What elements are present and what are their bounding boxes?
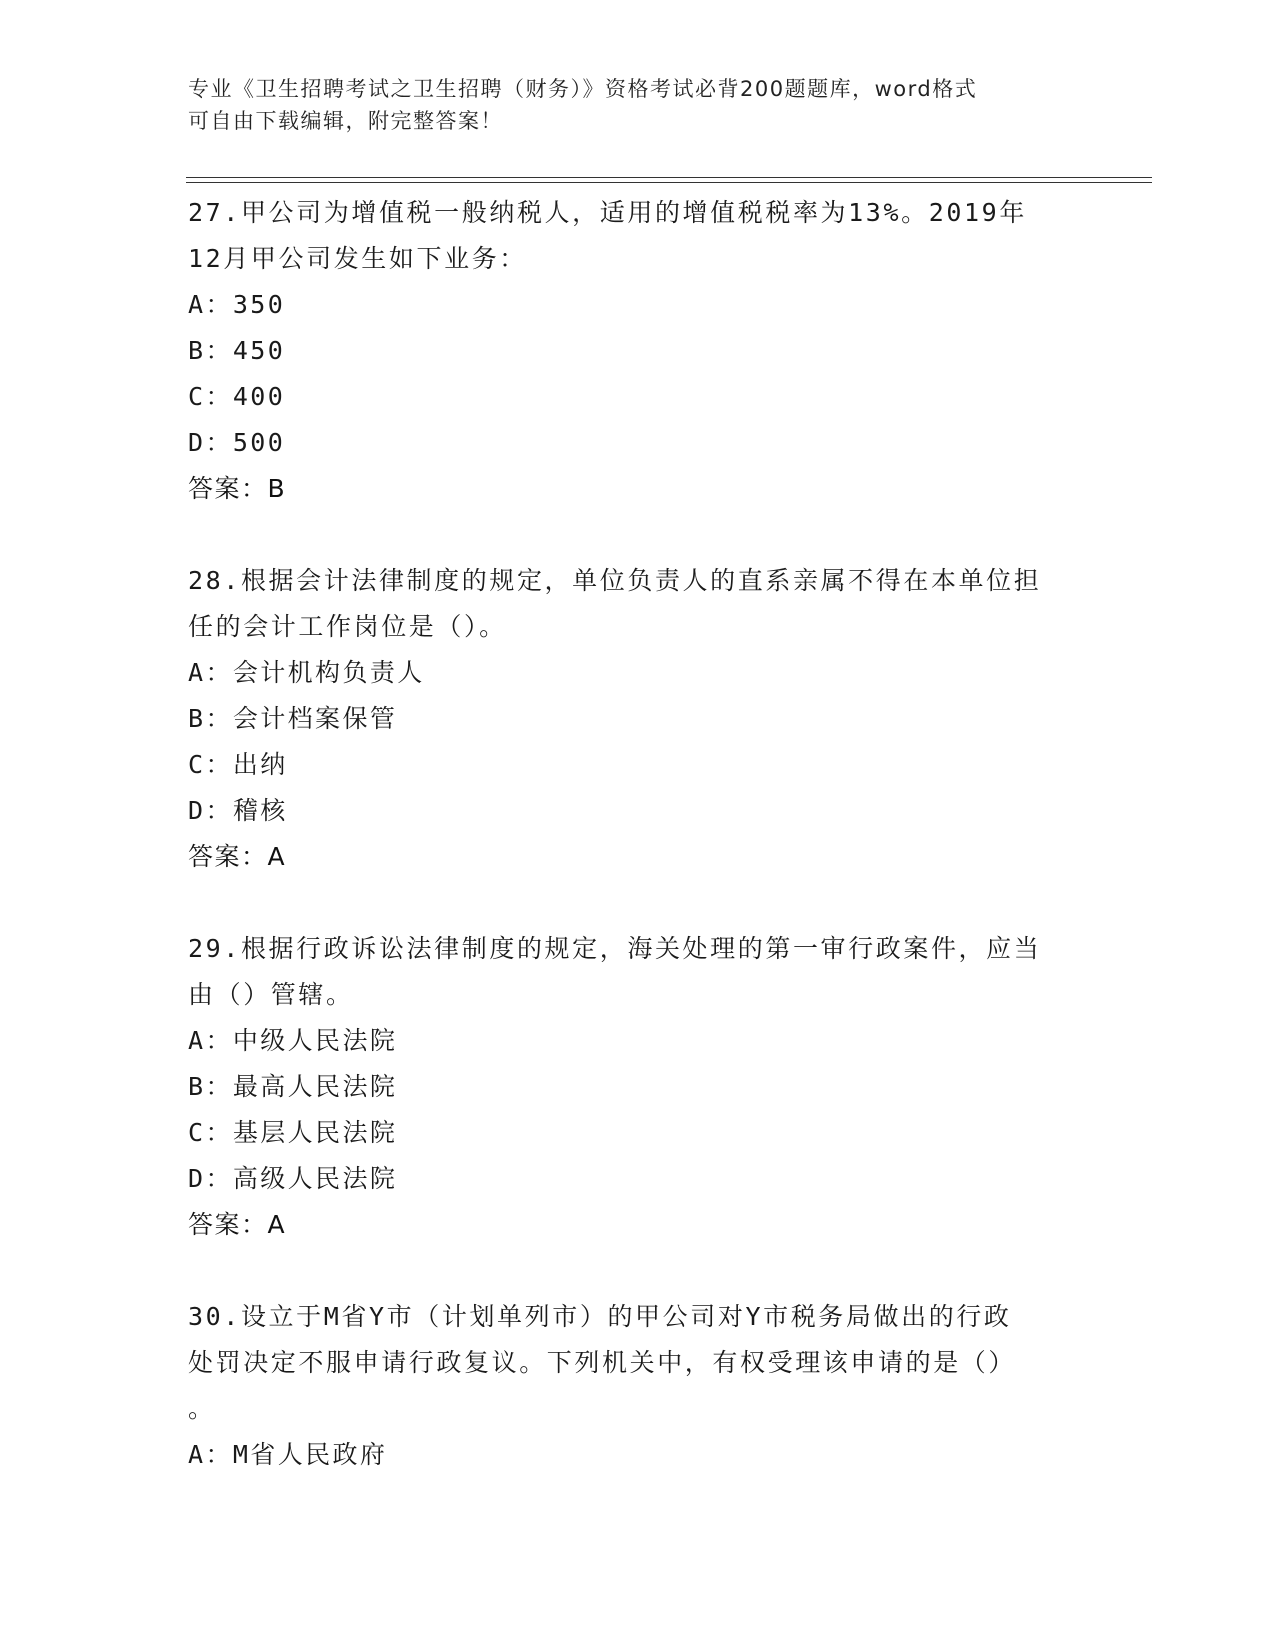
option-c (188, 1110, 1088, 1156)
option-text: 稽核 (232, 796, 288, 825)
option-b (188, 328, 1088, 374)
option-d (188, 788, 1088, 834)
question-30 (188, 1294, 1088, 1478)
header-divider-bottom (186, 182, 1152, 183)
option-c (188, 742, 1088, 788)
question-stem (188, 190, 1088, 282)
option-key: B： (188, 704, 233, 733)
question-28 (188, 558, 1088, 880)
option-text: 会计档案保管 (232, 704, 398, 733)
question-stem-line: 30.设立于M省Y市（计划单列市）的甲公司对Y市税务局做出的行政 (188, 1302, 1012, 1331)
answer-label: 答案：A (188, 1210, 287, 1239)
question-stem-line: 处罚决定不服申请行政复议。下列机关中，有权受理该申请的是（） (188, 1348, 1017, 1377)
option-a (188, 1018, 1088, 1064)
header-line-1: 专业《卫生招聘考试之卫生招聘（财务）》资格考试必背200题题库，word格式 (188, 77, 978, 101)
question-stem-line: 28.根据会计法律制度的规定，单位负责人的直系亲属不得在本单位担 (188, 566, 1042, 595)
option-d (188, 1156, 1088, 1202)
option-key: A： (188, 1026, 233, 1055)
option-key: D： (188, 428, 233, 457)
option-key: A： (188, 1440, 233, 1469)
option-text: 出纳 (232, 750, 288, 779)
option-key: C： (188, 1118, 233, 1147)
question-stem (188, 558, 1088, 650)
option-text: 450 (232, 336, 286, 365)
option-key: D： (188, 1164, 233, 1193)
question-stem (188, 926, 1088, 1018)
header-line-2: 可自由下载编辑，附完整答案！ (188, 109, 503, 133)
option-a (188, 282, 1088, 328)
answer-label: 答案：B (188, 474, 287, 503)
option-c (188, 374, 1088, 420)
option-text: M省人民政府 (232, 1440, 388, 1469)
header-divider-top (186, 177, 1152, 178)
option-key: D： (188, 796, 233, 825)
option-text: 400 (232, 382, 286, 411)
option-a (188, 1432, 1088, 1478)
option-text: 会计机构负责人 (232, 658, 425, 687)
question-stem (188, 1294, 1088, 1432)
question-stem-line: 。 (188, 1394, 216, 1423)
option-d (188, 420, 1088, 466)
option-key: C： (188, 382, 233, 411)
document-header (188, 73, 1068, 137)
option-key: C： (188, 750, 233, 779)
question-stem-line: 由（）管辖。 (188, 980, 354, 1009)
option-b (188, 1064, 1088, 1110)
question-stem-line: 12月甲公司发生如下业务： (188, 244, 527, 273)
question-stem-line: 任的会计工作岗位是（）。 (188, 612, 507, 641)
option-key: A： (188, 290, 233, 319)
question-29 (188, 926, 1088, 1248)
option-key: B： (188, 1072, 233, 1101)
option-key: A： (188, 658, 233, 687)
option-text: 350 (232, 290, 286, 319)
option-text: 中级人民法院 (232, 1026, 398, 1055)
answer-label: 答案：A (188, 842, 287, 871)
question-27 (188, 190, 1088, 512)
option-key: B： (188, 336, 233, 365)
question-stem-line: 27.甲公司为增值税一般纳税人，适用的增值税税率为13%。2019年 (188, 198, 1027, 227)
question-list (188, 190, 1088, 1524)
option-a (188, 650, 1088, 696)
question-stem-line: 29.根据行政诉讼法律制度的规定，海关处理的第一审行政案件，应当 (188, 934, 1042, 963)
option-text: 基层人民法院 (232, 1118, 398, 1147)
option-text: 500 (232, 428, 286, 457)
option-text: 最高人民法院 (232, 1072, 398, 1101)
option-b (188, 696, 1088, 742)
option-text: 高级人民法院 (232, 1164, 398, 1193)
